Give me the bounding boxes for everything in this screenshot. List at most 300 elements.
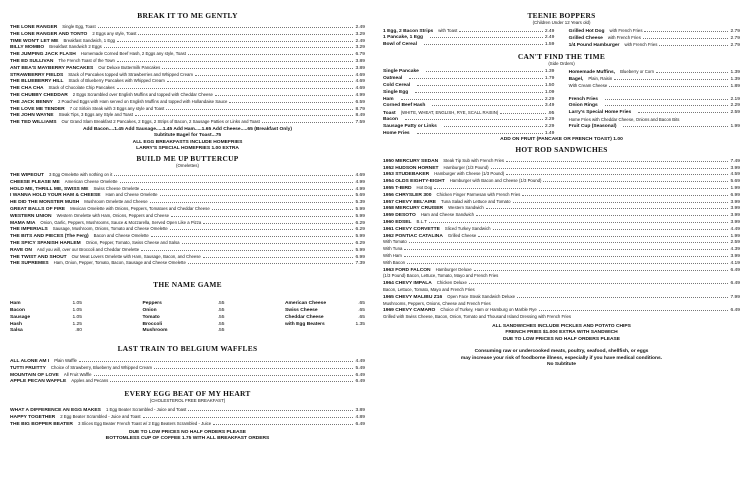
- leader-dots: [500, 113, 545, 114]
- item-desc: Plain, Raisin: [588, 76, 613, 82]
- item-price: 3.29: [355, 45, 365, 51]
- name-game-grid: [10, 301, 365, 335]
- item-price: 4.69: [355, 72, 365, 78]
- item-desc: 1 Egg Beater Scrambled - Juice and Toast: [105, 407, 187, 413]
- leader-dots: [195, 75, 354, 76]
- item-price: 3.99: [730, 254, 740, 260]
- item-desc: Sliced Turkey Sandwich: [444, 225, 491, 231]
- item-price: 4.19: [730, 260, 740, 266]
- item-price: 8.49: [355, 113, 365, 119]
- item-desc: Our Meat Lovers Omelette with Ham, Sausage, Bacon, and Cheese: [71, 253, 201, 259]
- leader-dots: [213, 424, 353, 425]
- item-price: 8.79: [355, 106, 365, 112]
- item-price: 6.59: [355, 99, 365, 105]
- addon-item: [10, 301, 82, 308]
- item-name: ANT BEA'S MAYBERRY PANCAKES: [10, 65, 94, 71]
- item-desc: with French Fries: [609, 28, 643, 33]
- heart-list: [10, 407, 365, 427]
- addon-name: Mushroom: [142, 328, 168, 334]
- menu-item: [569, 35, 740, 42]
- breakfast-title: BREAK IT TO ME GENTLY: [137, 11, 238, 20]
- heart-subtitle: (CHOLESTEROL FREE BREAKFAST): [149, 398, 226, 404]
- menu-item: [10, 78, 365, 85]
- item-desc: Western Sandwich: [448, 205, 484, 211]
- menu-item: [383, 287, 740, 294]
- item-price: 2.29: [544, 96, 555, 102]
- item-desc: Choice of Turkey, Ham or Hamburg on Marble Rye: [440, 307, 537, 313]
- item-desc: 2 Poached Eggs with Ham served on English Muffins and topped with Hollandaise Sauce: [57, 98, 228, 104]
- item-desc: Grilled Cheese: [447, 232, 477, 238]
- leader-dots: [117, 61, 354, 62]
- menu-item: [383, 42, 554, 49]
- item-name: 1963 FORD FALCON: [383, 267, 431, 273]
- leader-dots: [417, 133, 543, 134]
- leader-dots: [493, 229, 729, 230]
- item-price: 1.99: [730, 123, 740, 129]
- item-price: 6.49: [730, 281, 740, 287]
- menu-item: [10, 24, 365, 31]
- item-desc: with French Fries: [607, 34, 641, 40]
- menu-item: [10, 179, 365, 186]
- item-desc: (1/3 Pound) Bacon, Lettuce, Tomato, Mayo and French Fries: [383, 273, 499, 279]
- item-name: HOLD ME, THRILL ME, SWISS ME: [10, 186, 89, 192]
- addon-name: Cheddar Cheese: [285, 314, 324, 320]
- menu-item: [10, 378, 365, 385]
- menu-item: [383, 69, 554, 76]
- item-price: 3.99: [730, 220, 740, 226]
- item-name: Toast: [383, 111, 396, 117]
- item-desc: Blueberry or Corn: [620, 69, 655, 75]
- teenie-grid: [383, 28, 740, 48]
- addon-item: [285, 322, 365, 329]
- menu-item: [10, 186, 365, 193]
- item-desc: And you will, over our Broccoli and Cheddar Omelette: [36, 246, 140, 252]
- leader-dots: [110, 381, 353, 382]
- item-price: 7.59: [355, 120, 365, 126]
- sandwiches-note-half-orders: DUE TO LOW PRICES NO HALF ORDERS PLEASE: [502, 336, 621, 342]
- leader-dots: [166, 109, 353, 110]
- menu-item: [383, 239, 740, 246]
- right-column: [383, 0, 740, 369]
- item-desc: Single Egg, Toast: [62, 24, 96, 29]
- item-price: 1.39: [544, 69, 555, 75]
- menu-item: [10, 44, 365, 51]
- menu-item: [10, 112, 365, 119]
- item-name: 1957 CHEVY BEL'AIRE: [383, 199, 436, 205]
- item-price: 2.29: [544, 123, 555, 129]
- item-price: 4.69: [355, 172, 365, 178]
- leader-dots: [614, 79, 728, 80]
- warning-line2: may increase your risk of foodborne illness, especially if you have medical conditions.: [460, 355, 663, 361]
- addon-item: [143, 328, 225, 335]
- menu-item: [10, 58, 365, 65]
- leader-dots: [162, 68, 353, 69]
- item-price: 5.99: [355, 234, 365, 240]
- item-desc: Steak Tip Sub with French Fries: [443, 157, 505, 163]
- leader-dots: [517, 297, 728, 298]
- item-price: 2.79: [730, 29, 740, 34]
- addon-price: .80: [75, 328, 82, 334]
- item-price: 1.49: [544, 130, 555, 136]
- item-name: Home Fries: [383, 130, 410, 136]
- menu-item: [10, 119, 365, 126]
- item-desc: Open Face Steak Sandwich Deluxe: [447, 293, 516, 299]
- leader-dots: [444, 126, 543, 127]
- menu-item: [383, 233, 740, 240]
- item-name: WHAT A DIFFERENCE AN EGG MAKES: [10, 408, 101, 414]
- menu-item: [383, 273, 740, 280]
- name-game-col2: [143, 301, 225, 335]
- sides-subtitle: (Side Orders): [548, 61, 575, 67]
- item-name: MOUNTAIN OF LOVE: [10, 372, 59, 378]
- item-desc: The French Toast of the Town: [58, 57, 115, 63]
- item-desc: Ham and Cheese Sandwich: [420, 212, 475, 218]
- leader-dots: [182, 243, 354, 244]
- item-price: 6.49: [355, 372, 365, 378]
- item-name: THE ED SULLIVAN: [10, 58, 54, 64]
- menu-item: [383, 301, 740, 308]
- leader-dots: [405, 119, 543, 120]
- item-desc: All Fruit Waffle: [63, 371, 92, 377]
- sides-col1: [383, 69, 554, 137]
- item-price: 2.49: [355, 25, 365, 30]
- leader-dots: [476, 215, 728, 216]
- item-price: 4.39: [730, 247, 740, 253]
- leader-dots: [120, 182, 354, 183]
- leader-dots: [154, 368, 353, 369]
- item-name: THE LOVE ME TENDER: [10, 106, 65, 112]
- item-name: THE CHUBBY CHEDDAR: [10, 92, 68, 98]
- item-desc: Grilled with Swiss Cheese, Bacon, Onion, Tomato and Thousand Island Dressing with French Fries: [383, 314, 572, 320]
- leader-dots: [141, 250, 353, 251]
- item-desc: Chicken Deluxe: [436, 280, 467, 286]
- leader-dots: [539, 310, 729, 311]
- omelettes-list: [10, 172, 365, 267]
- item-desc: With Cream Cheese: [568, 82, 608, 88]
- menu-item: [383, 246, 740, 253]
- addon-name: Swiss Cheese: [285, 307, 318, 313]
- item-name: TUTTI FRUITTY: [10, 365, 46, 371]
- addon-name: Hash: [10, 321, 22, 327]
- leader-dots: [409, 78, 543, 79]
- leader-dots: [506, 174, 728, 175]
- addon-name: Broccoli: [142, 321, 163, 327]
- item-name: Onion Rings: [568, 103, 598, 109]
- item-price: 3.99: [730, 165, 740, 171]
- item-desc: 2 Egg Beater Scrambled - Juice and Toast: [60, 414, 141, 420]
- item-name: I WANNA HOLD YOUR HAM & CHEESE: [10, 193, 101, 199]
- menu-item: [10, 72, 365, 79]
- leader-dots: [171, 216, 353, 217]
- item-name: THE SPICY SPANISH HARLEM: [10, 240, 81, 246]
- addon-price: 1.05: [72, 314, 82, 320]
- item-price: 4.49: [730, 226, 740, 232]
- leader-dots: [432, 105, 542, 106]
- item-price: 5.49: [355, 365, 365, 371]
- item-desc: Stack of Blueberry Pancakes with Whipped Cream: [68, 78, 165, 84]
- leader-dots: [430, 37, 543, 38]
- item-name: THE LONE RANGER AND TONTO: [10, 31, 88, 37]
- item-price: 3.29: [355, 31, 365, 37]
- addon-item: [143, 315, 225, 322]
- item-price: 1.89: [730, 83, 740, 89]
- item-name: 1955 T-BIRD: [383, 186, 412, 192]
- leader-dots: [117, 88, 354, 89]
- menu-item: [383, 110, 554, 117]
- item-name: 1965 CHEVY MALIBU Z16: [383, 294, 443, 300]
- item-name: French Fries: [568, 96, 598, 102]
- menu-item: [10, 213, 365, 220]
- menu-item: [383, 117, 554, 124]
- leader-dots: [513, 202, 729, 203]
- item-name: Grilled Cheese: [568, 35, 603, 41]
- waffles-title: LAST TRAIN TO BELGIUM WAFFLES: [117, 344, 258, 354]
- sides-col2: [569, 69, 740, 137]
- item-price: 4.89: [355, 415, 365, 421]
- item-name: THE JACK BENNY: [10, 99, 53, 105]
- menu-item: [383, 192, 740, 199]
- item-price: 5.39: [355, 200, 365, 206]
- leader-dots: [203, 257, 354, 258]
- leader-dots: [424, 44, 543, 45]
- item-price: 1.09: [544, 89, 555, 95]
- item-desc: B.L.T: [416, 219, 427, 225]
- menu-item: [383, 178, 740, 185]
- addon-name: Bacon: [10, 307, 25, 313]
- menu-item: [383, 253, 740, 260]
- leader-dots: [138, 34, 353, 35]
- item-price: 6.29: [355, 240, 365, 246]
- leader-dots: [434, 188, 728, 189]
- menu-item: [383, 90, 554, 97]
- item-price: 4.69: [355, 79, 365, 85]
- item-desc: Hamburger with Cheese (1/3 Pound): [434, 171, 505, 177]
- leader-dots: [104, 47, 354, 48]
- item-price: 6.49: [730, 267, 740, 273]
- sides-fruit-note: ADD ON FRUIT (PANCAKE OR FRENCH TOAST) 1.00: [500, 137, 623, 143]
- leader-dots: [188, 54, 353, 55]
- item-desc: Sausage, Mushroom, Onions, Tomato and Cheese Omelette: [52, 226, 168, 232]
- item-name: MAMA MIA: [10, 220, 36, 226]
- addon-price: 1.35: [355, 321, 365, 327]
- item-price: 3.99: [730, 199, 740, 205]
- item-price: 3.99: [730, 213, 740, 219]
- leader-dots: [212, 209, 354, 210]
- item-desc: Breakfast Sandwich, 1 Egg: [63, 37, 116, 43]
- item-price: 6.79: [355, 52, 365, 58]
- item-desc: Onion, Pepper, Tomato, Swiss Cheese and Salsa: [85, 239, 180, 245]
- item-name: THE TWIST AND SHOUT: [10, 254, 67, 260]
- item-name: ALL ALONE AM I: [10, 359, 50, 365]
- leader-dots: [143, 417, 354, 418]
- leader-dots: [644, 31, 728, 32]
- breakfast-addons: Add Bacon....1.45 Add Sausage.....1.45 Add Ham.....1.65 Add Cheese.....65 (Breakfast Only): [82, 126, 292, 132]
- breakfast-list: [10, 24, 365, 126]
- leader-dots: [409, 242, 729, 243]
- item-desc: Apples and Pecans: [71, 378, 109, 384]
- leader-dots: [609, 86, 728, 87]
- menu-item: [383, 267, 740, 274]
- teenie-title: TEENIE BOPPERS: [527, 11, 596, 20]
- item-name: THE TED WILLIAMS: [10, 120, 57, 126]
- item-name: 1959 DESOTO: [383, 213, 416, 219]
- item-name: 1/4 Pound Hamburger: [568, 42, 620, 48]
- teenie-col1: [383, 28, 554, 48]
- item-name: WESTERN UNION: [10, 213, 52, 219]
- item-price: 7.39: [355, 261, 365, 267]
- item-desc: Plain Waffle: [54, 358, 77, 364]
- item-desc: Our Grand Slam Breakfast 2 Pancakes, 2 Eggs, 2 Strips of Bacon, 2 Sausage Patties or Links and Toast: [61, 119, 260, 125]
- item-name: Fruit Cup (Seasonal): [568, 123, 617, 129]
- item-price: 2.19: [730, 96, 740, 102]
- menu-item: [383, 35, 554, 42]
- name-game-col3: [285, 301, 365, 335]
- item-price: .95: [547, 111, 555, 117]
- item-name: THE JUMPING JACK FLASH: [10, 52, 76, 58]
- menu-item: [10, 199, 365, 206]
- item-name: 1952 HUDSON HORNET: [383, 165, 439, 171]
- sandwiches-note-pickles: ALL SANDWICHES INCLUDE PICKLES AND POTATO CHIPS: [492, 323, 631, 329]
- item-price: 1.39: [730, 77, 740, 83]
- leader-dots: [605, 105, 729, 106]
- item-desc: 3 Slices Egg Beater French Toast w/ 2 Egg Beaters Scrambled - Juice: [77, 420, 212, 426]
- addon-price: .55: [217, 321, 225, 327]
- leader-dots: [151, 236, 354, 237]
- item-price: 4.99: [355, 186, 365, 192]
- item-price: 4.59: [730, 172, 740, 178]
- menu-item: [10, 260, 365, 267]
- omelettes-title: BUILD ME UP BUTTERCUP: [136, 153, 239, 163]
- menu-item: [10, 254, 365, 261]
- addon-item: [285, 301, 365, 308]
- item-desc: Steak Tips, 3 Eggs any Style and Toast: [58, 112, 134, 118]
- item-name: 1 Egg, 2 Bacon Strips: [383, 29, 434, 34]
- item-price: 4.49: [355, 359, 365, 365]
- item-name: 1954 OLDS EIGHTY-EIGHT: [383, 179, 445, 185]
- menu-item: [10, 407, 365, 414]
- menu-item: [383, 219, 740, 226]
- item-name: 1 Pancake, 1 Egg: [383, 34, 423, 40]
- leader-dots: [170, 229, 354, 230]
- menu-item: [10, 51, 365, 58]
- addon-item: [10, 328, 82, 335]
- item-name: STRAWBERRY FIELDS: [10, 72, 64, 78]
- item-price: 6.49: [730, 308, 740, 314]
- item-price: 2.49: [544, 34, 555, 40]
- menu-item: [10, 414, 365, 421]
- item-price: 1.59: [544, 41, 555, 47]
- menu-item: [10, 247, 365, 254]
- item-name: THE BITS AND PIECES (The Ferg): [10, 234, 89, 240]
- leader-dots: [506, 161, 728, 162]
- item-name: Bacon: [383, 116, 398, 122]
- menu-item: [10, 85, 365, 92]
- breakfast-note-homefries: ALL EGG BREAKFASTS INCLUDE HOMEFRIES: [132, 139, 243, 145]
- item-name: Cold Cereal: [383, 82, 411, 88]
- menu-item: [10, 372, 365, 379]
- item-price: 6.99: [355, 254, 365, 260]
- menu-item: [10, 365, 365, 372]
- leader-dots: [543, 181, 728, 182]
- item-price: 2.49: [355, 38, 365, 44]
- item-desc: Stack of Chocolate Chip Pancakes: [48, 85, 115, 91]
- item-desc: With Bacon: [383, 259, 405, 265]
- menu-item: [383, 280, 740, 287]
- item-desc: With Tuna: [383, 246, 403, 252]
- sandwiches-list: [383, 158, 740, 321]
- item-desc: Our Deluxe Buttermilk Pancakes: [98, 64, 161, 70]
- omelettes-subtitle: (Omelettes): [176, 162, 199, 168]
- addon-item: [143, 308, 225, 315]
- item-name: Grilled Hot Dog: [568, 29, 605, 34]
- leader-dots: [638, 112, 728, 113]
- leader-dots: [98, 27, 354, 28]
- item-price: 2.29: [730, 103, 740, 109]
- item-price: 3.89: [355, 58, 365, 64]
- item-desc: Bacon, Lettuce, Tomato, Mayo and French Fries: [383, 287, 475, 292]
- item-name: TIME WON'T LET ME: [10, 38, 59, 44]
- leader-dots: [167, 81, 354, 82]
- item-price: 5.69: [355, 193, 365, 199]
- item-price: 4.99: [355, 92, 365, 98]
- item-name: 1958 MERCURY CRUISER: [383, 206, 444, 212]
- leader-dots: [79, 361, 354, 362]
- item-price: 1.39: [730, 70, 740, 76]
- menu-item: [10, 38, 365, 45]
- leader-dots: [188, 263, 354, 264]
- menu-item: [383, 83, 554, 90]
- menu-item: [383, 28, 554, 35]
- menu-item: [569, 76, 740, 83]
- leader-dots: [417, 85, 543, 86]
- item-name: 1962 PONTIAC CATALINA: [383, 233, 443, 239]
- leader-dots: [215, 95, 354, 96]
- item-name: THE WIPEOUT: [10, 172, 44, 178]
- item-price: 2.79: [730, 35, 740, 41]
- addon-price: .65: [358, 307, 365, 313]
- item-price: 6.49: [355, 379, 365, 385]
- menu-item: [10, 421, 365, 428]
- item-price: 6.49: [355, 421, 365, 427]
- leader-dots: [522, 195, 728, 196]
- menu-item: [383, 294, 740, 301]
- leader-dots: [203, 223, 353, 224]
- menu-item: [383, 158, 740, 165]
- addon-price: .65: [358, 314, 365, 320]
- menu-item: [10, 233, 365, 240]
- leader-dots: [491, 168, 729, 169]
- item-name: Homemade Muffins,: [568, 70, 616, 76]
- item-price: 5.99: [355, 213, 365, 219]
- item-name: Single Egg: [383, 89, 409, 95]
- leader-dots: [469, 283, 729, 284]
- item-desc: Mushrooms, Peppers, Onions, Cheese and French Fries: [383, 300, 491, 306]
- leader-dots: [150, 202, 354, 203]
- menu-item: [10, 99, 365, 106]
- breakfast-substitute: Subtitute Bagel for Toast...75: [153, 133, 222, 139]
- addon-item: [143, 301, 225, 308]
- addon-item: [285, 315, 365, 322]
- item-desc: Stack of Pancakes topped with Strawberries and Whipped Cream: [68, 71, 193, 77]
- item-desc: Tuna Salad with Lettuce and Tomato: [441, 198, 511, 204]
- item-name: THE CHA CHA: [10, 86, 44, 92]
- item-price: 5.99: [355, 247, 365, 253]
- addon-name: Onion: [142, 307, 157, 313]
- addon-price: 1.05: [72, 301, 82, 307]
- leader-dots: [117, 41, 353, 42]
- teenie-subtitle: (Children Under 12 Years old): [532, 20, 591, 25]
- leader-dots: [429, 222, 729, 223]
